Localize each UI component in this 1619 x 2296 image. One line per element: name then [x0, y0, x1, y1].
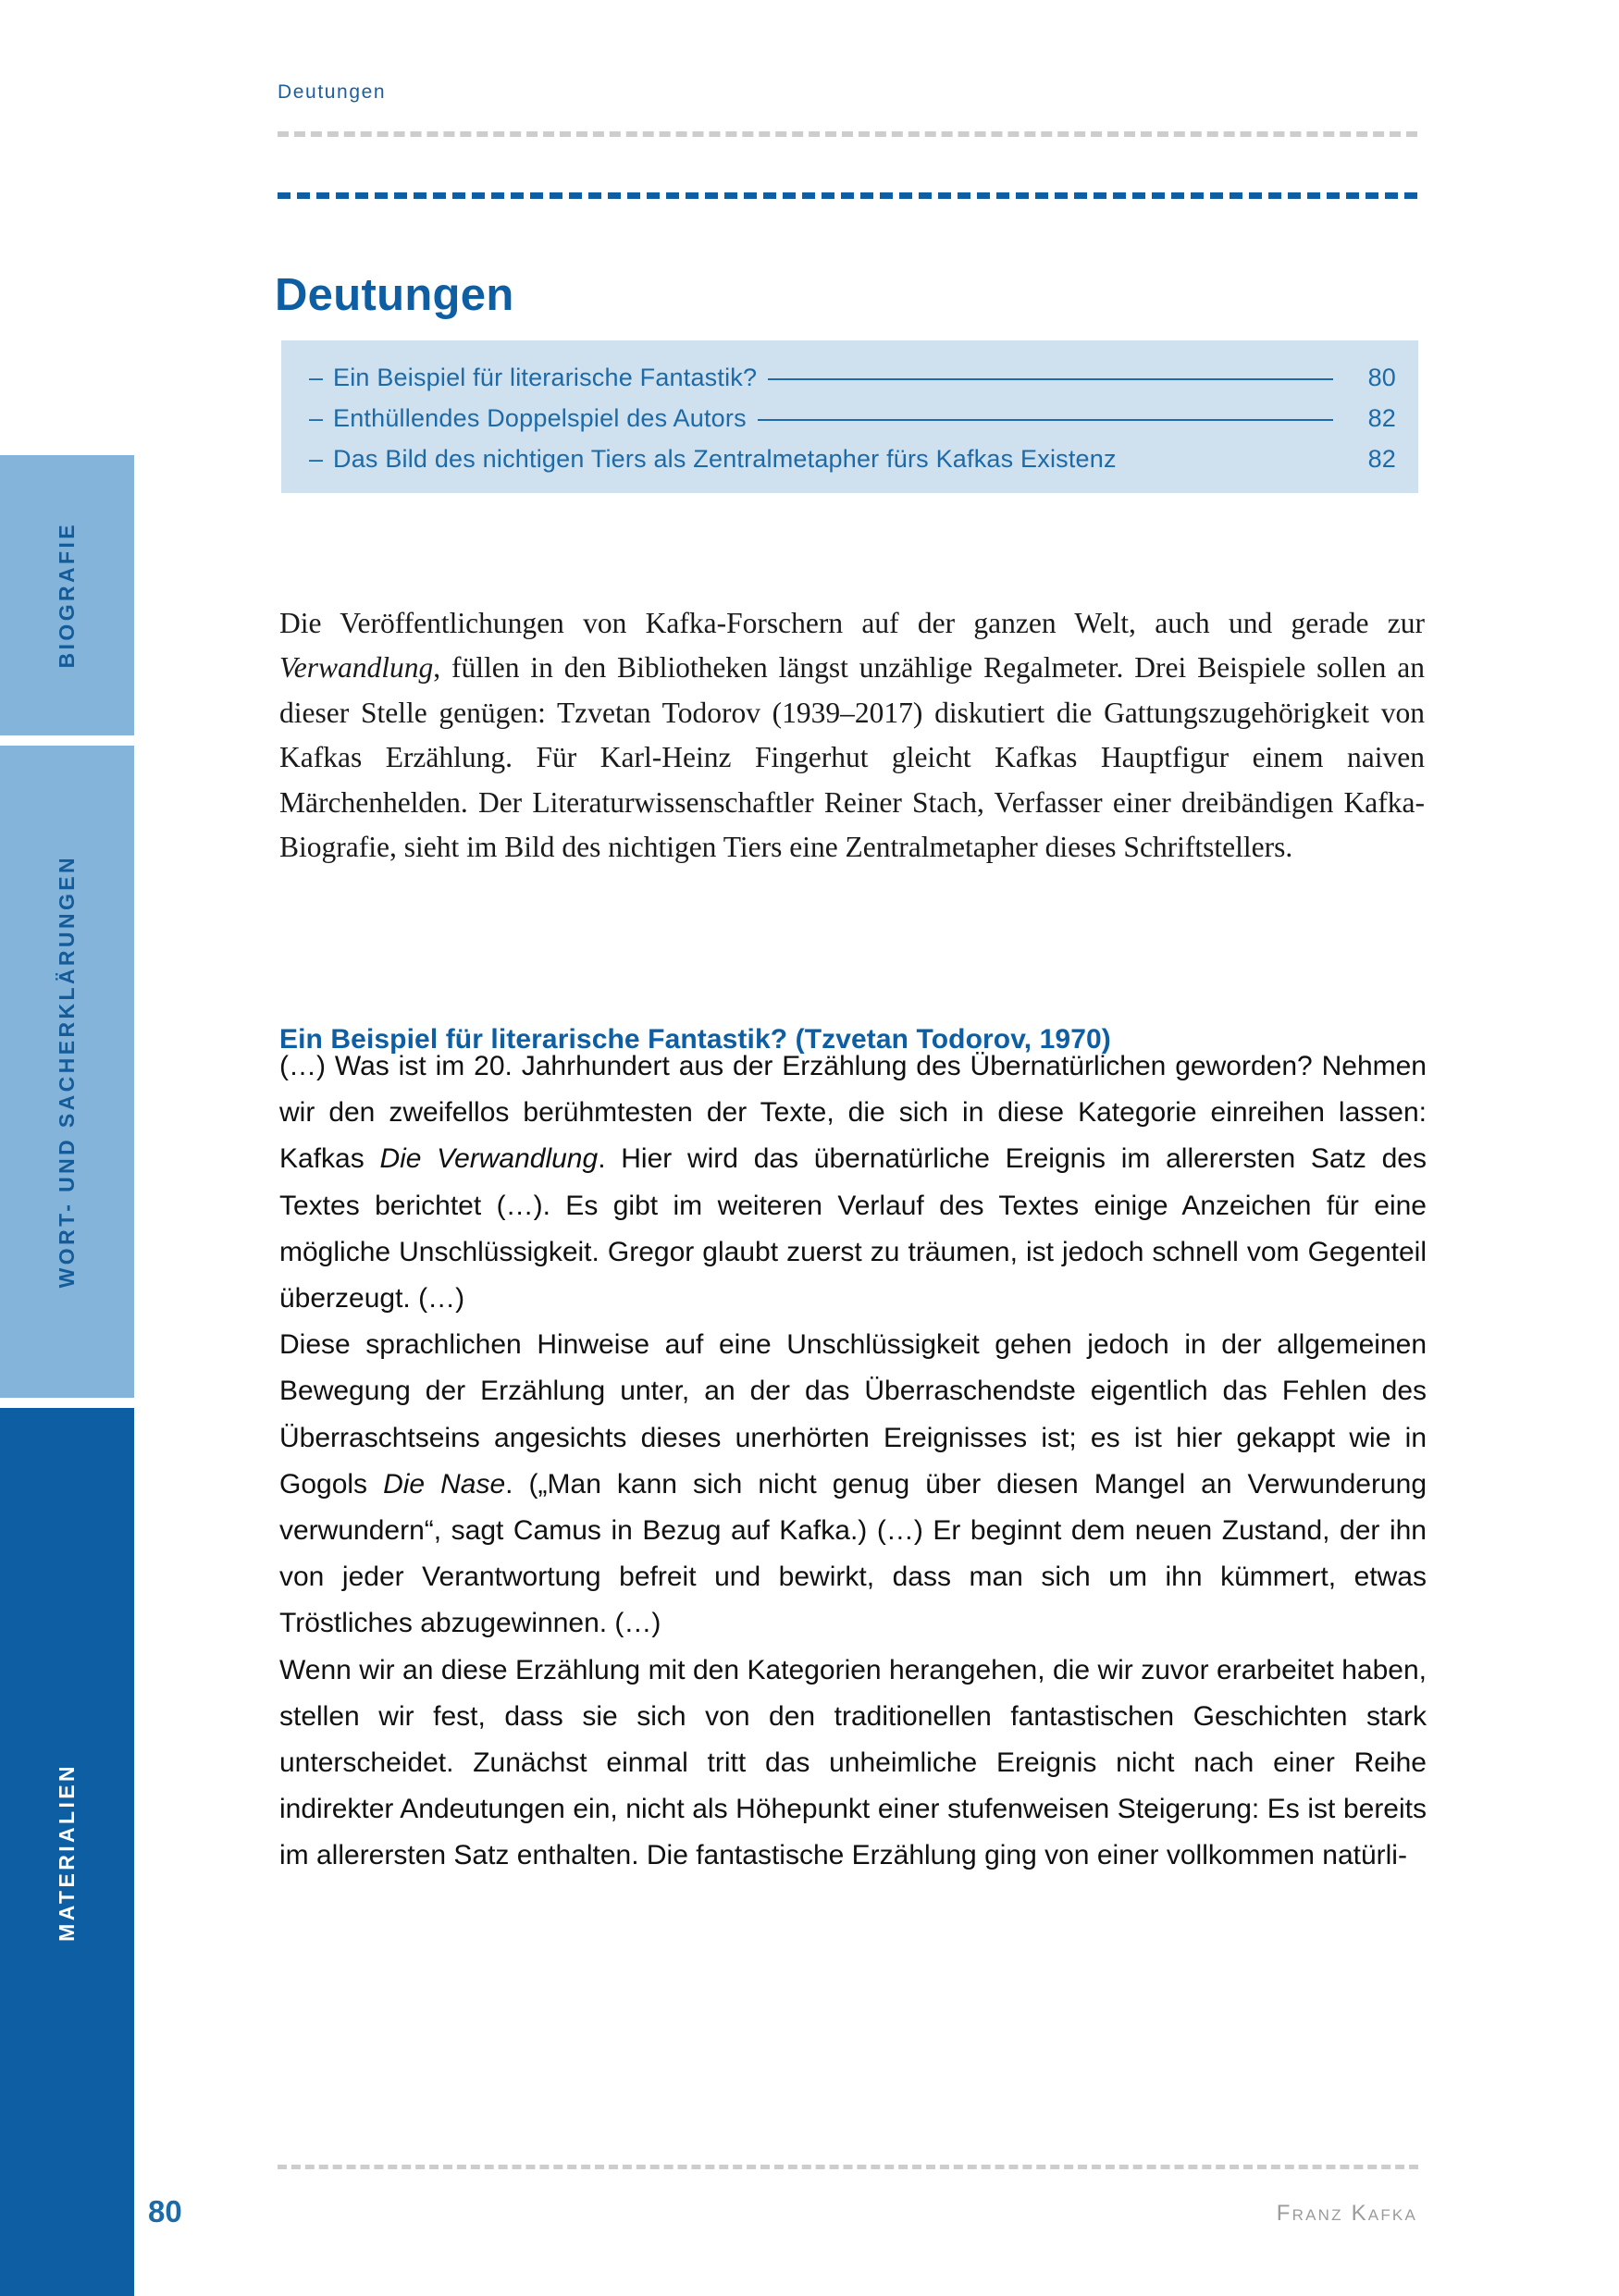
- toc-entry[interactable]: [309, 404, 1396, 445]
- toc-entry-label: Ein Beispiel für literarische Fantastik?: [333, 364, 758, 391]
- sidebar-tab-label: MATERIALIEN: [55, 1762, 79, 1942]
- intro-text-part-2: , füllen in den Bibliotheken längst unzählige Regalmeter. Drei Beispiele sollen an dieser Stelle genügen: Tzvetan Todorov (1939–2017) diskutiert die Gattungszugehörigkeit von Kafkas Erzählung. Für Karl-Heinz Fingerhut gleicht Kafkas Hauptfigur einem naiven Märchenhelden. Der Literaturwissenschaftler Reiner Stach, Verfasser einer dreibändigen Kafka-Biografie, sieht im Bild des nichtigen Tiers eine Zentralmetapher dieses Schriftstellers.: [279, 651, 1425, 863]
- quote-p2-italic-title: Die Nase: [383, 1468, 506, 1500]
- toc-entry-page: 82: [1367, 445, 1396, 473]
- sidebar-tab-wort-und-sacherklaerungen[interactable]: [0, 746, 134, 1398]
- quote-p1-text-b: . Hier wird das übernatürliche Ereignis im allerersten Satz des Textes berichtet (…). Es gibt im weiteren Verlauf des Textes einige Anzeichen für eine mögliche Unschlüssigkeit. Gregor glaubt zuerst zu träumen, ist jedoch schnell vom Gegenteil überzeugt. (…): [279, 1143, 1427, 1315]
- footer-rule-grey: [278, 2165, 1418, 2169]
- toc-entry-page: 80: [1367, 364, 1396, 391]
- quote-paragraph-3: Wenn wir an diese Erzählung mit den Kategorien herangehen, die wir zuvor erarbeitet haben, stellen wir fest, dass sie sich von den traditionellen fantastischen Geschichten stark unterscheidet. Zunächst einmal tritt das unheimliche Ereignis nicht nach einer Reihe indirekter Andeutungen ein, nicht als Höhepunkt einer stufenweisen Steigerung: Es ist bereits im allerersten Satz enthalten. Die fantastische Erzählung ging von einer vollkommen natürli-: [279, 1654, 1427, 1871]
- quote-p2-text-b: . („Man kann sich nicht genug über diesen Mangel an Verwunderung verwundern“, sagt Camus in Bezug auf Kafka.) (…) Er beginnt dem neuen Zustand, der ihn von jeder Verantwortung befreit und bewirkt, dass man sich um ihn kümmert, etwas Tröstliches abzugewinnen. (…): [279, 1468, 1427, 1639]
- quote-p2-text-a: Diese sprachlichen Hinweise auf eine Unschlüssigkeit gehen jedoch in der allgemeinen Bewegung der Erzählung unter, an der das Überraschendste eigentlich das Fehlen des Überraschtseins angesichts dieses unerhörten Ereignisses ist; es ist hier gekappt wie in Gogols: [279, 1329, 1427, 1500]
- sidebar-tab-label: BIOGRAFIE: [55, 522, 79, 669]
- intro-text-part-1: Die Veröffentlichungen von Kafka-Forschern auf der ganzen Welt, auch und gerade zur: [279, 606, 1425, 639]
- chapter-rule-blue: [278, 192, 1417, 199]
- toc-bullet-dash: –: [309, 364, 324, 391]
- sidebar-tab-materialien[interactable]: [0, 1408, 134, 2296]
- toc-entry[interactable]: [309, 364, 1396, 404]
- section-heading: Ein Beispiel für literarische Fantastik? (Tzvetan Todorov, 1970): [279, 1023, 1111, 1055]
- running-header: Deutungen: [278, 81, 387, 103]
- chapter-toc-box: [281, 340, 1418, 493]
- toc-bullet-dash: –: [309, 404, 324, 432]
- toc-leader-line: [768, 378, 1333, 380]
- sidebar-tab-label: WORT- UND SACHERKLÄRUNGEN: [55, 855, 79, 1289]
- sidebar-tab-biografie[interactable]: [0, 455, 134, 735]
- chapter-toc-list: [309, 364, 1396, 486]
- toc-entry[interactable]: [309, 445, 1396, 486]
- section-tab-rail: [0, 0, 139, 2293]
- quote-p1-italic-title: Die Verwandlung: [379, 1143, 599, 1175]
- quote-paragraph-1: [279, 1043, 1427, 1322]
- intro-italic-title: Verwandlung: [279, 651, 434, 684]
- page-title: Deutungen: [275, 269, 514, 320]
- toc-bullet-dash: –: [309, 445, 324, 473]
- quote-paragraph-2: [279, 1322, 1427, 1647]
- page-number: 80: [148, 2194, 182, 2228]
- toc-entry-label: Das Bild des nichtigen Tiers als Zentralmetapher fürs Kafkas Existenz: [333, 445, 1117, 473]
- toc-entry-page: 82: [1367, 404, 1396, 432]
- header-rule-grey: [278, 131, 1417, 137]
- quoted-passage: [279, 1043, 1427, 1880]
- toc-entry-label: Enthüllendes Doppelspiel des Autors: [333, 404, 747, 432]
- quote-p1-text-a: (…) Was ist im 20. Jahrhundert aus der Erzählung des Übernatürlichen geworden? Nehmen wir den zweifellos berühmtesten der Texte, die sich in diese Kategorie einreihen lassen: Kafkas: [279, 1051, 1427, 1175]
- toc-leader-line: [758, 419, 1333, 421]
- footer-book-title: Franz Kafka: [1276, 2201, 1417, 2226]
- intro-paragraph: [279, 601, 1425, 870]
